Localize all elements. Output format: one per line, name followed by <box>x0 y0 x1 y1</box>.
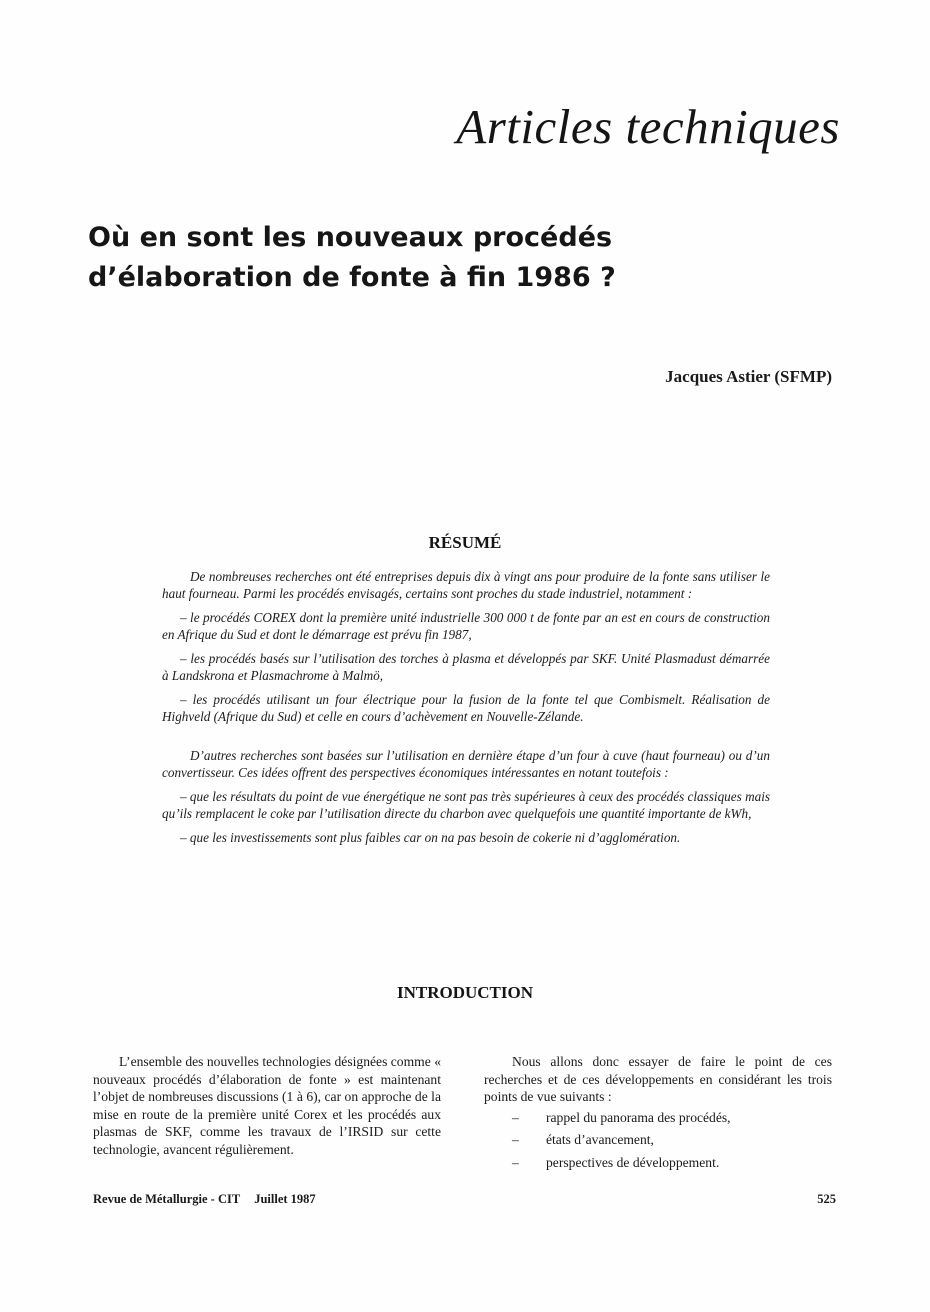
article-title <box>88 218 788 298</box>
dash-bullet: – <box>512 1154 519 1170</box>
section-header: Articles techniques <box>456 99 840 154</box>
list-item <box>484 1154 832 1172</box>
issue-date: Juillet 1987 <box>254 1192 316 1206</box>
list-item-text: perspectives de développement. <box>546 1154 720 1170</box>
abstract-list-item: – les procédés basés sur l’utilisation des torches à plasma et développés par SKF. Unité Plasmadust démarrée à Landskrona et Plasmachrome à Malmö, <box>162 651 770 683</box>
resume-heading: RÉSUMÉ <box>428 533 502 552</box>
footer-journal <box>93 1192 316 1207</box>
journal-name: Revue de Métallurgie - CIT <box>93 1192 241 1206</box>
author-name: Jacques Astier (SFMP) <box>665 367 832 386</box>
list-item-text: états d’avancement, <box>546 1132 654 1147</box>
article-title-line-1: Où en sont les nouveaux procédés <box>88 222 613 253</box>
abstract-paragraph: D’autres recherches sont basées sur l’utilisation en dernière étape d’un four à cuve (haut fourneau) ou d’un convertisseur. Ces idées offrent des perspectives économiques intéressantes en notant toutefois : <box>162 748 770 780</box>
dash-bullet: – <box>512 1132 519 1147</box>
introduction-left-column <box>93 1053 441 1158</box>
abstract-list-item: – le procédés COREX dont la première unité industrielle 300 000 t de fonte par an est en cours de construction en Afrique du Sud et dont le démarrage est prévu fin 1987, <box>162 610 770 642</box>
abstract-list-item: – que les résultats du point de vue énergétique ne sont pas très supérieures à ceux des procédés classiques mais qu’ils remplacent le coke par l’utilisation directe du charbon avec quelquefois une quantité importante de kWh, <box>162 789 770 821</box>
body-paragraph: L’ensemble des nouvelles technologies désignées comme « nouveaux procédés d’élaboration de fonte » est maintenant l’objet de nombreuses discussions (1 à 6), car on approche de la mise en route de la première unité Corex et les procédés aux plasmas de SKF, comme les travaux de l’IRSID sur cette technologie, avancent régulièrement. <box>93 1054 441 1157</box>
body-paragraph: Nous allons donc essayer de faire le point de ces recherches et de ces développements en considérant les trois points de vue suivants : <box>484 1054 832 1104</box>
list-item-text: rappel du panorama des procédés, <box>546 1109 731 1125</box>
abstract <box>162 568 770 853</box>
list-item <box>484 1131 832 1149</box>
introduction-right-column <box>484 1053 832 1176</box>
abstract-list-item: – les procédés utilisant un four électrique pour la fusion de la fonte tel que Combismelt. Réalisation de Highveld (Afrique du Sud) et celle en cours d’achèvement en Nouvelle-Zélande. <box>162 692 770 724</box>
article-title-line-2: d’élaboration de fonte à fin 1986 ? <box>88 262 616 293</box>
abstract-paragraph: De nombreuses recherches ont été entreprises depuis dix à vingt ans pour produire de la fonte sans utiliser le haut fourneau. Parmi les procédés envisagés, certains sont proches du stade industriel, notamment : <box>162 569 770 601</box>
dash-bullet: – <box>512 1109 519 1125</box>
introduction-heading: INTRODUCTION <box>396 983 534 1002</box>
list-item <box>484 1109 832 1127</box>
page-number: 525 <box>817 1192 836 1206</box>
abstract-list-item: – que les investissements sont plus faibles car on na pas besoin de cokerie ni d’agglomération. <box>180 830 681 845</box>
